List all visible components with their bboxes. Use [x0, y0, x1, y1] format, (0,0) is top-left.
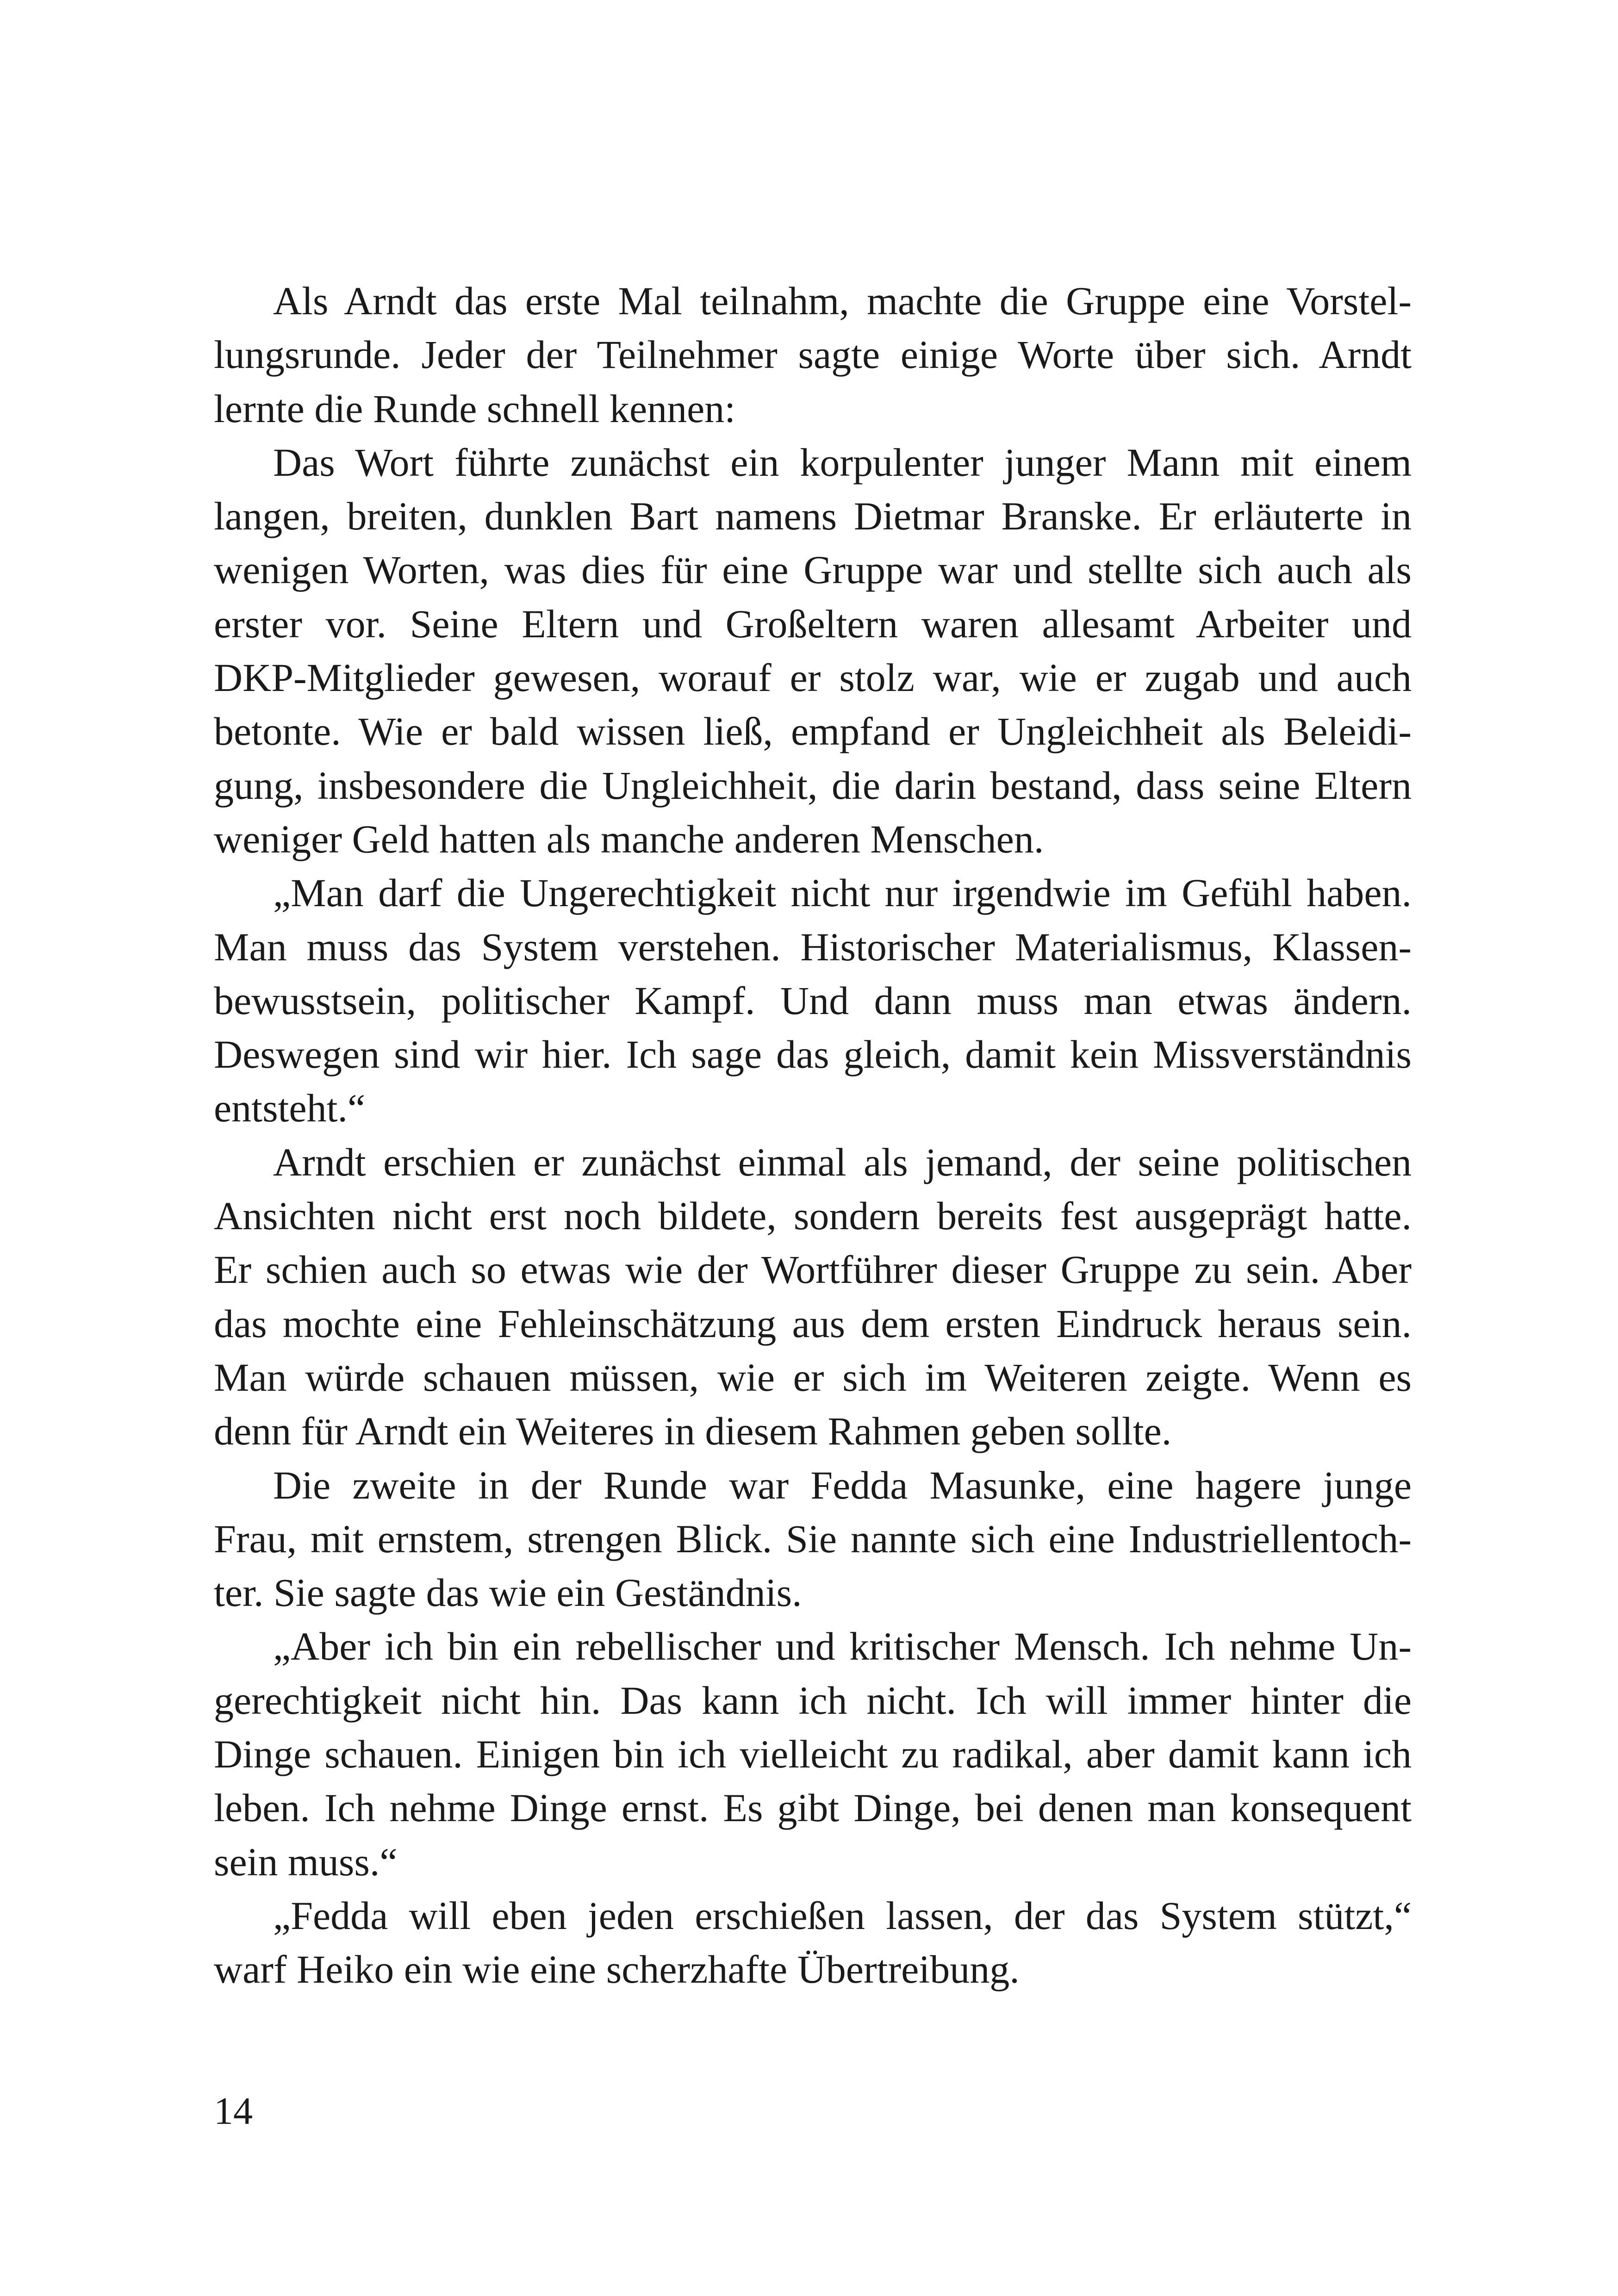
- text-line: gerechtigkeit nicht hin. Das kann ich nicht. Ich will immer hinter die: [214, 1678, 1412, 1723]
- text-line: gung, insbesondere die Ungleichheit, die darin bestand, dass seine Eltern: [214, 763, 1412, 808]
- body-text: [214, 274, 1412, 1997]
- text-line: Dinge schauen. Einigen bin ich vielleicht zu radikal, aber damit kann ich: [214, 1732, 1412, 1777]
- text-line: Das Wort führte zunächst ein korpulenter junger Mann mit einem: [273, 440, 1412, 485]
- text-line: Ansichten nicht erst noch bildete, sondern bereits fest ausgeprägt hatte.: [214, 1194, 1412, 1238]
- text-line: denn für Arndt ein Weiteres in diesem Rahmen geben sollte.: [214, 1409, 1172, 1454]
- text-line: warf Heiko ein wie eine scherzhafte Übertreibung.: [214, 1947, 1020, 1992]
- text-line: Deswegen sind wir hier. Ich sage das gleich, damit kein Missverständnis: [214, 1032, 1412, 1077]
- text-line: wenigen Worten, was dies für eine Gruppe war und stellte sich auch als: [214, 548, 1412, 592]
- text-line: Als Arndt das erste Mal teilnahm, machte die Gruppe eine Vorstel-: [273, 279, 1412, 323]
- text-line: ter. Sie sagte das wie ein Geständnis.: [214, 1570, 802, 1615]
- text-line: entsteht.“: [214, 1086, 366, 1131]
- text-line: Die zweite in der Runde war Fedda Masunke, eine hagere junge: [273, 1462, 1412, 1507]
- text-line: langen, breiten, dunklen Bart namens Dietmar Branske. Er erläuterte in: [214, 494, 1412, 539]
- text-line: lernte die Runde schnell kennen:: [214, 386, 736, 431]
- text-line: leben. Ich nehme Dinge ernst. Es gibt Dinge, bei denen man konsequent: [214, 1786, 1412, 1830]
- text-line: Man würde schauen müssen, wie er sich im Weiteren zeigte. Wenn es: [214, 1355, 1412, 1400]
- text-line: bewusstsein, politischer Kampf. Und dann muss man etwas ändern.: [214, 978, 1412, 1023]
- text-line: Man muss das System verstehen. Historischer Materialismus, Klassen-: [214, 924, 1412, 969]
- text-line: lungsrunde. Jeder der Teilnehmer sagte einige Worte über sich. Arndt: [214, 332, 1412, 377]
- page-number: 14: [214, 2090, 253, 2133]
- text-line: betonte. Wie er bald wissen ließ, empfand er Ungleichheit als Beleidi-: [214, 709, 1412, 754]
- text-line: Er schien auch so etwas wie der Wortführer dieser Gruppe zu sein. Aber: [214, 1247, 1412, 1292]
- text-line: Arndt erschien er zunächst einmal als jemand, der seine politischen: [273, 1139, 1412, 1184]
- text-line: das mochte eine Fehleinschätzung aus dem ersten Eindruck heraus sein.: [214, 1301, 1412, 1346]
- text-line: sein muss.“: [214, 1839, 398, 1884]
- text-line: weniger Geld hatten als manche anderen Menschen.: [214, 816, 1044, 861]
- text-line: „Aber ich bin ein rebellischer und kritischer Mensch. Ich nehme Un-: [273, 1624, 1412, 1669]
- text-line: „Fedda will eben jeden erschießen lassen, der das System stützt,“: [273, 1893, 1412, 1938]
- text-line: DKP-Mitglieder gewesen, worauf er stolz war, wie er zugab und auch: [214, 655, 1412, 700]
- text-line: „Man darf die Ungerechtigkeit nicht nur irgendwie im Gefühl haben.: [273, 871, 1412, 915]
- text-line: Frau, mit ernstem, strengen Blick. Sie nannte sich eine Industriellentoch-: [214, 1516, 1412, 1561]
- text-line: erster vor. Seine Eltern und Großeltern waren allesamt Arbeiter und: [214, 601, 1412, 646]
